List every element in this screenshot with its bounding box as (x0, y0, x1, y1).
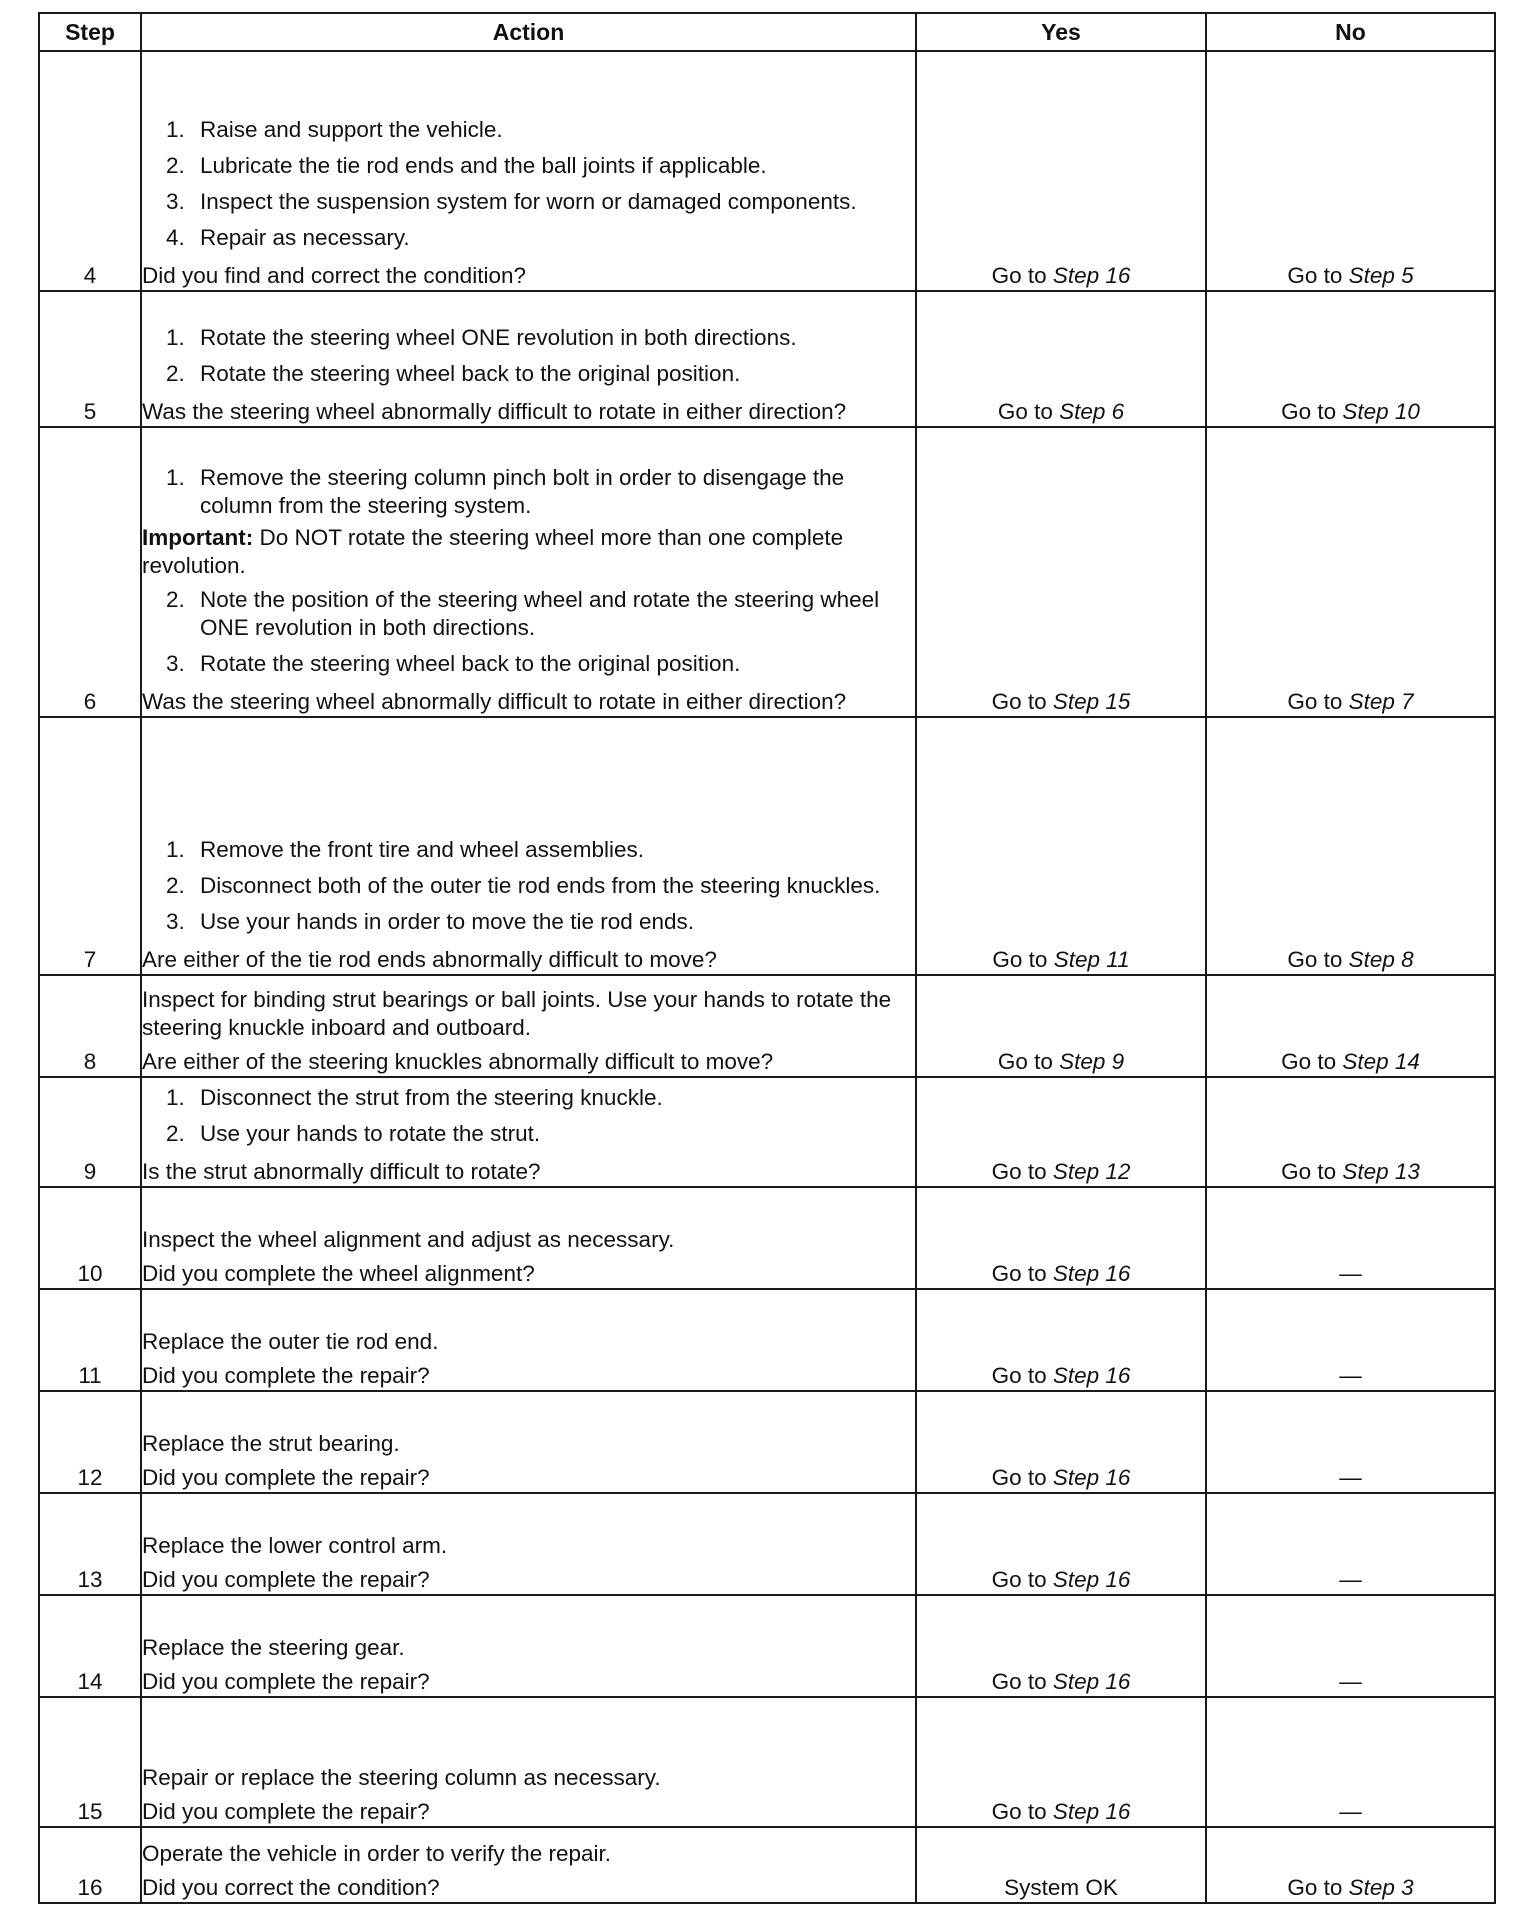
header-step: Step (39, 13, 141, 51)
yes-result: Go to Step 16 (916, 1595, 1206, 1697)
step-number: 13 (39, 1493, 141, 1595)
list-item: 2. Use your hands to rotate the strut. (166, 1121, 541, 1146)
action-question: Was the steering wheel abnormally difficult to rotate in either direction? (142, 399, 847, 424)
yes-result: System OK (916, 1827, 1206, 1903)
step-number: 11 (39, 1289, 141, 1391)
yes-result: Go to Step 15 (916, 427, 1206, 717)
no-result: Go to Step 8 (1206, 717, 1495, 975)
action-cell (141, 1697, 916, 1827)
step-number: 10 (39, 1187, 141, 1289)
action-question: Did you complete the wheel alignment? (142, 1261, 535, 1286)
action-question: Was the steering wheel abnormally difficult to rotate in either direction? (142, 689, 847, 714)
action-question: Is the strut abnormally difficult to rotate? (142, 1159, 541, 1184)
header-action: Action (141, 13, 916, 51)
action-cell (141, 975, 916, 1077)
list-item: 1. Disconnect the strut from the steering knuckle. (166, 1085, 663, 1110)
no-result-empty: — (1206, 1289, 1495, 1391)
yes-result: Go to Step 11 (916, 717, 1206, 975)
table-row-step-12 (39, 1391, 1495, 1493)
no-result-empty: — (1206, 1391, 1495, 1493)
procedure-list (142, 116, 915, 252)
action-question: Did you complete the repair? (142, 1567, 430, 1592)
table-row-step-4 (39, 51, 1495, 291)
list-item: 1. Rotate the steering wheel ONE revolution in both directions. (166, 325, 797, 350)
table-header-row (39, 13, 1495, 51)
step-number: 7 (39, 717, 141, 975)
table-row-step-5 (39, 291, 1495, 427)
yes-result: Go to Step 16 (916, 51, 1206, 291)
table-row-step-8 (39, 975, 1495, 1077)
no-result: Go to Step 10 (1206, 291, 1495, 427)
table-row-step-13 (39, 1493, 1495, 1595)
header-no: No (1206, 13, 1495, 51)
step-number: 16 (39, 1827, 141, 1903)
step-number: 4 (39, 51, 141, 291)
table-row-step-11 (39, 1289, 1495, 1391)
action-text: Replace the lower control arm. (142, 1533, 448, 1558)
action-question: Did you complete the repair? (142, 1363, 430, 1388)
diagnostic-table (38, 12, 1496, 1904)
action-text: Replace the strut bearing. (142, 1431, 400, 1456)
list-item: 1. Remove the steering column pinch bolt in order to disengage the column from the steering system. (166, 465, 845, 518)
action-question: Did you complete the repair? (142, 1669, 430, 1694)
no-result: Go to Step 3 (1206, 1827, 1495, 1903)
yes-result: Go to Step 16 (916, 1391, 1206, 1493)
procedure-list (142, 464, 915, 520)
yes-result: Go to Step 16 (916, 1493, 1206, 1595)
list-item: 4. Repair as necessary. (166, 225, 410, 250)
action-cell (141, 1827, 916, 1903)
no-result-empty: — (1206, 1595, 1495, 1697)
procedure-list (142, 324, 915, 388)
yes-result: Go to Step 6 (916, 291, 1206, 427)
step-number: 12 (39, 1391, 141, 1493)
no-result-empty: — (1206, 1493, 1495, 1595)
yes-result: Go to Step 16 (916, 1289, 1206, 1391)
diagnostic-page (38, 12, 1494, 1904)
procedure-list (142, 586, 915, 678)
table-row-step-7 (39, 717, 1495, 975)
action-question: Did you find and correct the condition? (142, 263, 526, 288)
table-row-step-9 (39, 1077, 1495, 1187)
action-cell (141, 1077, 916, 1187)
yes-result: Go to Step 12 (916, 1077, 1206, 1187)
table-row-step-15 (39, 1697, 1495, 1827)
no-result: Go to Step 5 (1206, 51, 1495, 291)
action-cell (141, 427, 916, 717)
action-question: Are either of the tie rod ends abnormally difficult to move? (142, 947, 717, 972)
step-number: 6 (39, 427, 141, 717)
step-number: 5 (39, 291, 141, 427)
table-row-step-10 (39, 1187, 1495, 1289)
important-note: Important: Do NOT rotate the steering wheel more than one complete revolution. (142, 525, 844, 578)
action-cell (141, 1391, 916, 1493)
yes-result: Go to Step 16 (916, 1187, 1206, 1289)
action-cell (141, 291, 916, 427)
list-item: 1. Raise and support the vehicle. (166, 117, 503, 142)
action-text: Inspect the wheel alignment and adjust as necessary. (142, 1227, 675, 1252)
action-cell (141, 1493, 916, 1595)
action-question: Did you complete the repair? (142, 1465, 430, 1490)
no-result-empty: — (1206, 1187, 1495, 1289)
no-result: Go to Step 14 (1206, 975, 1495, 1077)
list-item: 2. Note the position of the steering wheel and rotate the steering wheel ONE revolution in both directions. (166, 587, 880, 640)
action-text: Repair or replace the steering column as necessary. (142, 1765, 661, 1790)
yes-result: Go to Step 9 (916, 975, 1206, 1077)
table-row-step-16 (39, 1827, 1495, 1903)
action-cell (141, 1595, 916, 1697)
header-yes: Yes (916, 13, 1206, 51)
action-cell (141, 1187, 916, 1289)
no-result: Go to Step 7 (1206, 427, 1495, 717)
action-text: Operate the vehicle in order to verify the repair. (142, 1841, 611, 1866)
list-item: 3. Rotate the steering wheel back to the original position. (166, 651, 741, 676)
action-text: Replace the outer tie rod end. (142, 1329, 439, 1354)
action-cell (141, 1289, 916, 1391)
step-number: 9 (39, 1077, 141, 1187)
action-text: Replace the steering gear. (142, 1635, 405, 1660)
procedure-list (142, 836, 915, 936)
list-item: 2. Lubricate the tie rod ends and the ball joints if applicable. (166, 153, 767, 178)
list-item: 2. Rotate the steering wheel back to the original position. (166, 361, 741, 386)
no-result: Go to Step 13 (1206, 1077, 1495, 1187)
table-row-step-14 (39, 1595, 1495, 1697)
step-number: 8 (39, 975, 141, 1077)
action-cell (141, 717, 916, 975)
action-text: Inspect for binding strut bearings or ball joints. Use your hands to rotate the steering knuckle inboard and outboard. (142, 987, 892, 1040)
list-item: 2. Disconnect both of the outer tie rod ends from the steering knuckles. (166, 873, 881, 898)
yes-result: Go to Step 16 (916, 1697, 1206, 1827)
step-number: 15 (39, 1697, 141, 1827)
step-number: 14 (39, 1595, 141, 1697)
procedure-list (142, 1084, 915, 1148)
action-question: Are either of the steering knuckles abnormally difficult to move? (142, 1049, 774, 1074)
list-item: 1. Remove the front tire and wheel assemblies. (166, 837, 644, 862)
action-question: Did you complete the repair? (142, 1799, 430, 1824)
action-cell (141, 51, 916, 291)
list-item: 3. Inspect the suspension system for worn or damaged components. (166, 189, 857, 214)
table-row-step-6 (39, 427, 1495, 717)
action-question: Did you correct the condition? (142, 1875, 440, 1900)
list-item: 3. Use your hands in order to move the tie rod ends. (166, 909, 695, 934)
no-result-empty: — (1206, 1697, 1495, 1827)
